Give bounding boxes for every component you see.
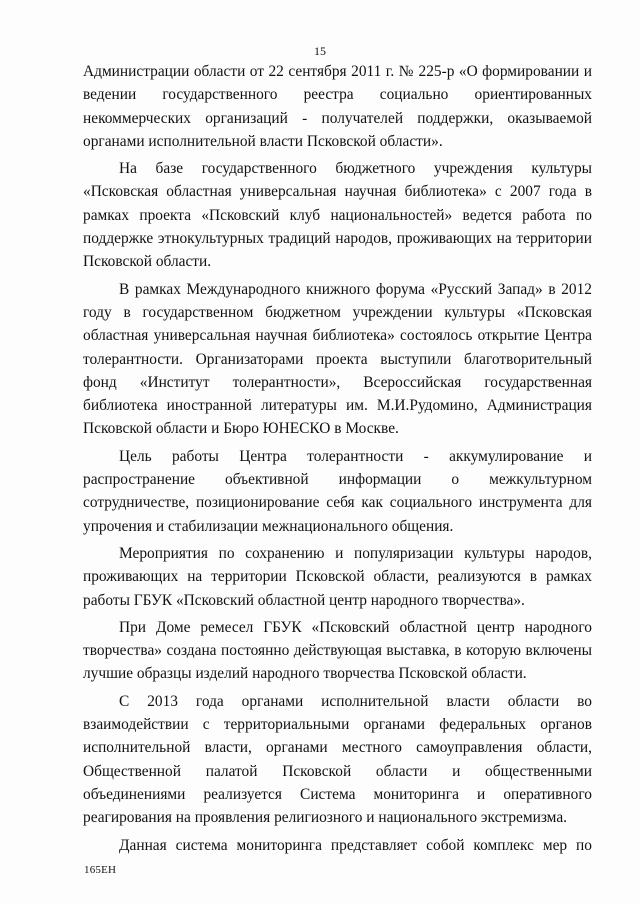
document-body [83,60,592,861]
paragraph-4: Цель работы Центра толерантности - аккумулирование и распространение объективной информации о межкультурном сотрудничестве, позиционирование себя как социального инструмента для упрочения и стабилизации межнационального общения. [83,447,592,535]
paragraph-2: На базе государственного бюджетного учреждения культуры «Псковская областная универсальная научная библиотека» с 2007 года в рамках проекта «Псковский клуб национальностей» ведется работа по поддержке этнокультурных традиций народов, проживающих на территории Псковской области. [83,160,592,271]
page-number: 15 [314,44,326,58]
footer-document-code: 165ЕН [84,864,117,876]
paragraph-6: При Доме ремесел ГБУК «Псковский областной центр народного творчества» создана постоянно действующая выставка, в которую включены лучшие образцы изделий народного творчества Псковской области. [83,618,592,683]
paragraph-8: Данная система мониторинга представляет собой комплекс мер по [119,836,592,854]
paragraph-5: Мероприятия по сохранению и популяризации культуры народов, проживающих на территории Псковской области, реализуются в рамках работы ГБУК «Псковский областной центр народного творчества». [83,544,592,609]
paragraph-1: Администрации области от 22 сентября 2011 г. № 225-р «О формировании и ведении государственного реестра социально ориентированных некоммерческих организаций - получателей поддержки, оказываемой органами исполнительной власти Псковской области». [83,63,592,150]
paragraph-7: С 2013 года органами исполнительной власти области во взаимодействии с территориальными органами федеральных органов исполнительной власти, органами местного самоуправления области, Общественной палатой Псковской области и общественными объединениями реализуется Система мониторинга и оперативного реагирования на проявления религиозного и национального экстремизма. [83,692,592,827]
paragraph-3: В рамках Международного книжного форума «Русский Запад» в 2012 году в государственном бюджетном учреждении культуры «Псковская областная универсальная научная библиотека» состоялось открытие Центра толерантности. Организаторами проекта выступили благотворительный фонд «Институт толерантности», Всероссийская государственная библиотека иностранной литературы им. М.И.Рудомино, Администрация Псковской области и Бюро ЮНЕСКО в Москве. [83,280,592,438]
